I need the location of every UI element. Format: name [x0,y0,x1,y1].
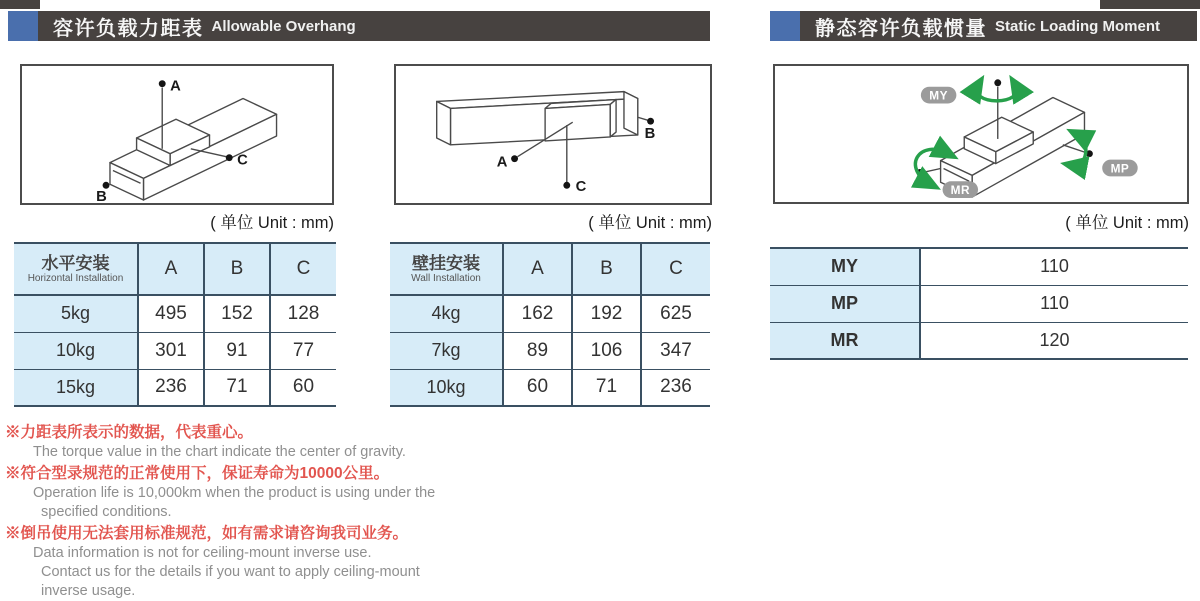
value-c: 347 [641,332,710,369]
value-a: 236 [138,369,204,406]
blue-accent-square [8,11,38,41]
table-row [390,369,710,406]
value-c: 236 [641,369,710,406]
value-c: 625 [641,295,710,332]
value-b: 152 [204,295,270,332]
my-axis-dot [994,79,1001,86]
value-a: 495 [138,295,204,332]
table-row [770,248,1188,285]
horizontal-install-drawing [22,66,332,203]
wall-installation-table [390,242,710,407]
footnote-en: inverse usage. [41,583,136,599]
row-label: 5kg [14,295,138,332]
point-b-dot [103,182,110,189]
wall-install-drawing [396,66,710,203]
page-corner-mark-right [1100,0,1200,9]
header-en: Horizontal Installation [27,272,124,284]
footnote-zh: ※符合型录规范的正常使用下，保证寿命为10000公里。 [5,465,390,482]
blue-accent-square [770,11,800,41]
section-header-static-moment [770,11,1197,41]
row-label: 7kg [390,332,503,369]
value-b: 91 [204,332,270,369]
diagram-horizontal-installation [20,64,334,205]
value-b: 71 [204,369,270,406]
mr-badge-label: MR [950,183,970,198]
value-b: 192 [572,295,641,332]
section-title-zh: 静态容许负载惯量 [815,17,987,40]
point-b-label: B [644,125,656,142]
footnote-en: Data information is not for ceiling-mount inverse use. [33,545,372,561]
column-header-c: C [641,243,710,295]
section-header-allowable-overhang [8,11,710,41]
header-zh: 壁挂安装 [412,253,480,273]
mp-badge-label: MP [1110,161,1130,176]
value-b: 71 [572,369,641,406]
footnote-en: specified conditions. [41,504,172,520]
value-c: 77 [270,332,336,369]
point-b-label: B [96,189,107,203]
section-title-en: Allowable Overhang [211,17,356,35]
section-title-en: Static Loading Moment [995,17,1160,35]
value-b: 106 [572,332,641,369]
column-header-a: A [138,243,204,295]
footnote-en: Contact us for the details if you want to apply ceiling-mount [41,564,420,580]
horizontal-installation-table [14,242,336,407]
row-label: 10kg [14,332,138,369]
column-header-a: A [503,243,572,295]
my-badge-label: MY [929,88,948,103]
footnote-en: Operation life is 10,000km when the product is using under the [33,485,436,501]
moment-label-my: MY [770,248,920,285]
section-title-zh: 容许负载力距表 [53,17,204,40]
point-a-dot [511,155,518,162]
moment-drawing [775,66,1187,202]
point-c-label: C [237,152,248,169]
footnotes [5,421,495,601]
table-row [14,369,336,406]
row-label: 10kg [390,369,503,406]
row-label: 4kg [390,295,503,332]
point-a-label: A [496,154,508,171]
column-header-c: C [270,243,336,295]
footnote-zh: ※力距表所表示的数据，代表重心。 [5,424,254,441]
static-moment-table [770,247,1188,360]
moment-label-mp: MP [770,285,920,322]
point-a-label: A [170,78,181,95]
column-header-b: B [572,243,641,295]
header-zh: 水平安装 [41,253,110,273]
value-a: 89 [503,332,572,369]
unit-label: ( 单位 Unit : mm) [588,214,712,232]
diagram-wall-installation [394,64,712,205]
footnote-en: The torque value in the chart indicate the center of gravity. [33,444,406,460]
value-a: 162 [503,295,572,332]
table-row [770,322,1188,359]
table-row [14,295,336,332]
point-c-dot [226,154,233,161]
point-b-dot [647,118,654,125]
unit-label: ( 单位 Unit : mm) [210,214,334,232]
point-c-dot [563,182,570,189]
table-row [14,332,336,369]
value-c: 60 [270,369,336,406]
moment-label-mr: MR [770,322,920,359]
table-row [390,295,710,332]
header-en: Wall Installation [411,272,481,284]
value-c: 128 [270,295,336,332]
table-row [390,332,710,369]
page-corner-mark-left [0,0,40,9]
point-c-label: C [575,179,587,196]
point-a-dot [159,80,166,87]
moment-value-mr: 120 [920,322,1188,359]
value-a: 301 [138,332,204,369]
row-label: 15kg [14,369,138,406]
table-header-horizontal [14,243,138,295]
my-rotation-arrow [976,87,1017,101]
value-a: 60 [503,369,572,406]
footnote-zh: ※倒吊使用无法套用标准规范，如有需求请咨询我司业务。 [5,525,409,542]
moment-value-my: 110 [920,248,1188,285]
diagram-static-loading-moment [773,64,1189,204]
table-header-wall [390,243,503,295]
table-row [770,285,1188,322]
unit-label: ( 单位 Unit : mm) [1065,214,1189,232]
column-header-b: B [204,243,270,295]
moment-value-mp: 110 [920,285,1188,322]
